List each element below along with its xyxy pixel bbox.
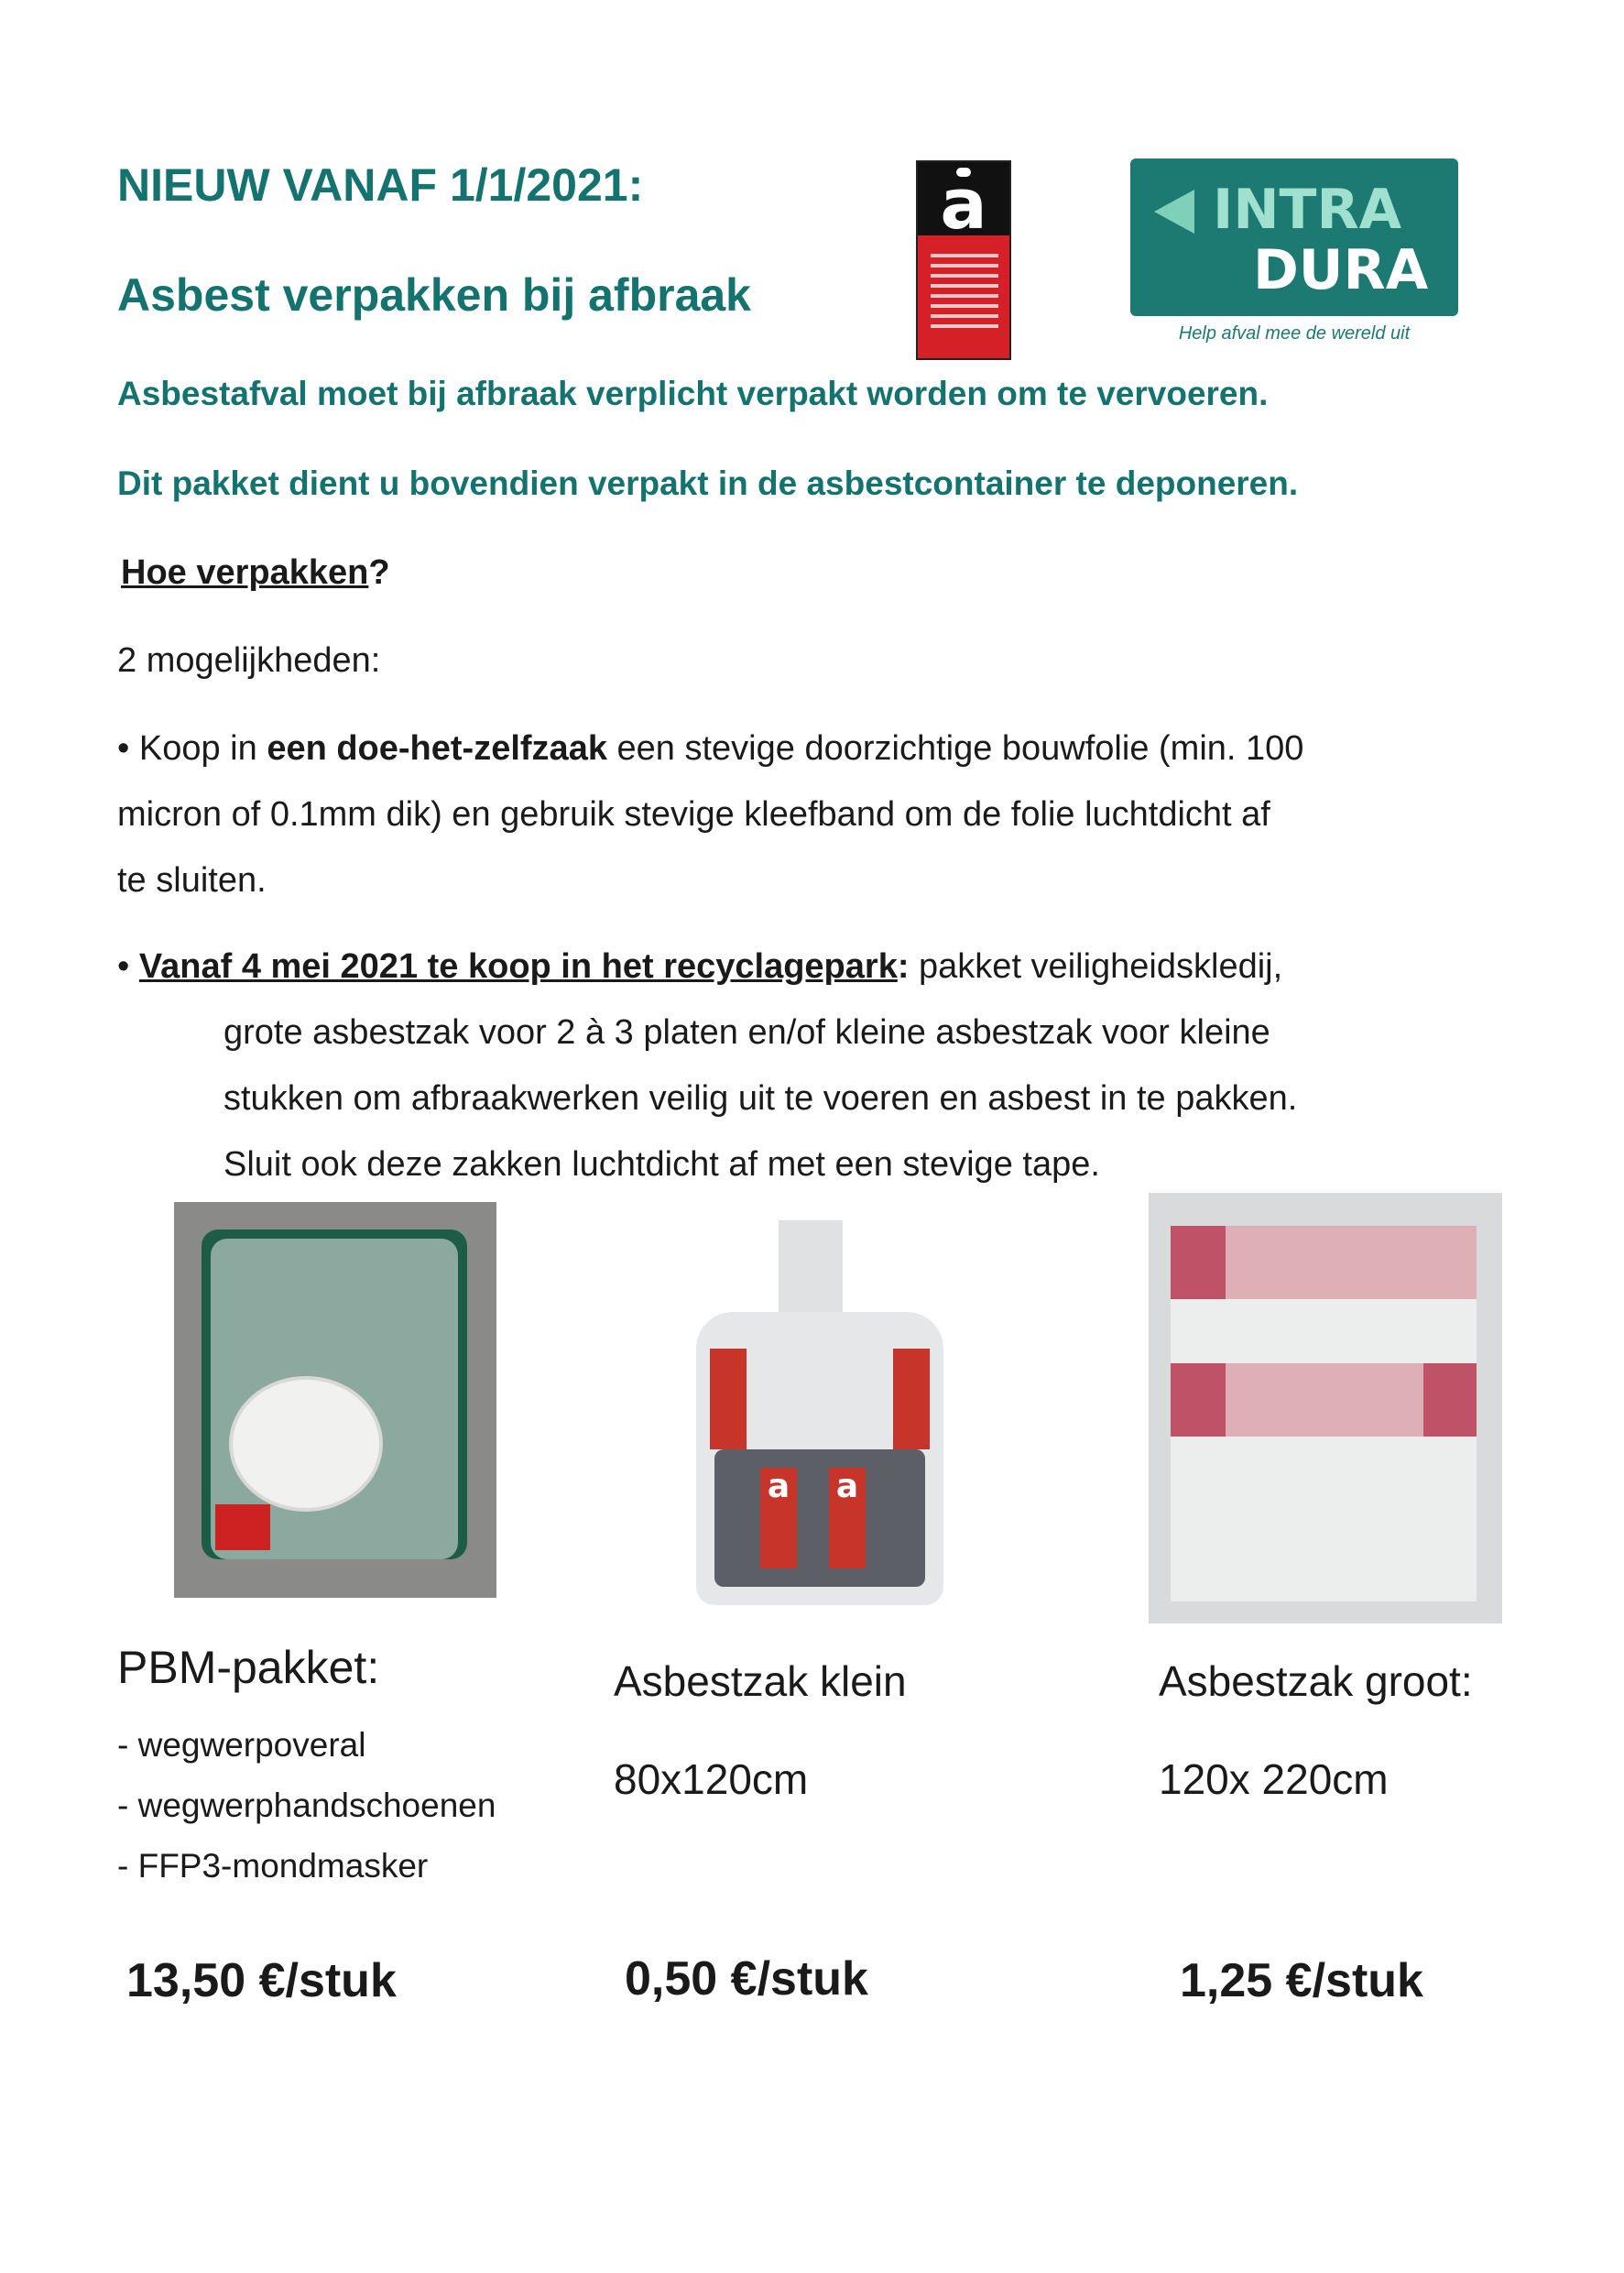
product-name-small-bag: Asbestzak klein (614, 1657, 907, 1705)
product-size-small-bag: 80x120cm (614, 1755, 809, 1803)
bag-label-letter: a (767, 1468, 790, 1505)
option1-bold: een doe-het-zelfzaak (267, 729, 607, 768)
howto-heading-text: Hoe verpakken (121, 553, 369, 592)
option2-line2: grote asbestzak voor 2 à 3 platen en/of kleine asbestzak voor kleine (223, 1013, 1270, 1052)
option2-colon: : (897, 947, 910, 986)
option1-post: een stevige doorzichtige bouwfolie (min. 100 (606, 729, 1304, 768)
intro-line1: Asbestafval moet bij afbraak verplicht verpakt worden om te vervoeren. (117, 375, 1269, 412)
intra-dura-tagline: Help afval mee de wereld uit (1178, 323, 1411, 344)
option1-line3: te sluiten. (117, 861, 267, 900)
product-name-large-bag: Asbestzak groot: (1159, 1657, 1473, 1705)
howto-heading (121, 541, 390, 605)
intra-dura-arrow-icon (1154, 190, 1194, 234)
options-label: 2 mogelijkheden: (117, 641, 381, 680)
product-name-pbm: PBM-pakket: (117, 1642, 380, 1693)
pbm-item: - wegwerphandschoenen (117, 1787, 496, 1824)
option2-bold: Vanaf 4 mei 2021 te koop in het recyclagepark (138, 947, 898, 986)
small-asbestos-bag-photo (632, 1202, 989, 1612)
price-small-bag: 0,50 €/stuk (625, 1952, 868, 2005)
price-large-bag: 1,25 €/stuk (1180, 1954, 1423, 2007)
price-pbm: 13,50 €/stuk (126, 1954, 397, 2007)
intra-dura-word1: INTRA (1213, 178, 1402, 242)
large-asbestos-bag-photo (1149, 1193, 1502, 1623)
product-size-large-bag: 120x 220cm (1159, 1755, 1389, 1803)
asbest-label-logo (916, 160, 1011, 360)
option2-line4: Sluit ook deze zakken luchtdicht af met een stevige tape. (223, 1145, 1100, 1184)
page-title-line1: NIEUW VANAF 1/1/2021: (117, 159, 644, 211)
mask-icon (229, 1376, 383, 1512)
pbm-item: - wegwerpoveral (117, 1726, 366, 1764)
page-title-line2: Asbest verpakken bij afbraak (117, 269, 751, 321)
bag-label-letter: a (835, 1468, 859, 1505)
howto-heading-suffix: ? (368, 553, 390, 592)
asbest-label-letter: a (940, 163, 987, 245)
intro-line2: Dit pakket dient u bovendien verpakt in de asbestcontainer te deponeren. (117, 464, 1299, 502)
option2-line1 (117, 934, 1282, 999)
pbm-item: - FFP3-mondmasker (117, 1847, 429, 1885)
bullet: • (117, 729, 130, 768)
option1-pre: Koop in (129, 729, 267, 768)
intra-dura-word2: DURA (1253, 238, 1429, 302)
bullet: • (117, 947, 130, 986)
pbm-package-photo (174, 1202, 496, 1598)
intra-dura-logo (1130, 158, 1458, 316)
option1-line1 (117, 716, 1303, 781)
option2-post: pakket veiligheidskledij, (909, 947, 1283, 986)
option1-line2: micron of 0.1mm dik) en gebruik stevige kleefband om de folie luchtdicht af (117, 795, 1270, 834)
option2-line3: stukken om afbraakwerken veilig uit te voeren en asbest in te pakken. (223, 1079, 1298, 1118)
